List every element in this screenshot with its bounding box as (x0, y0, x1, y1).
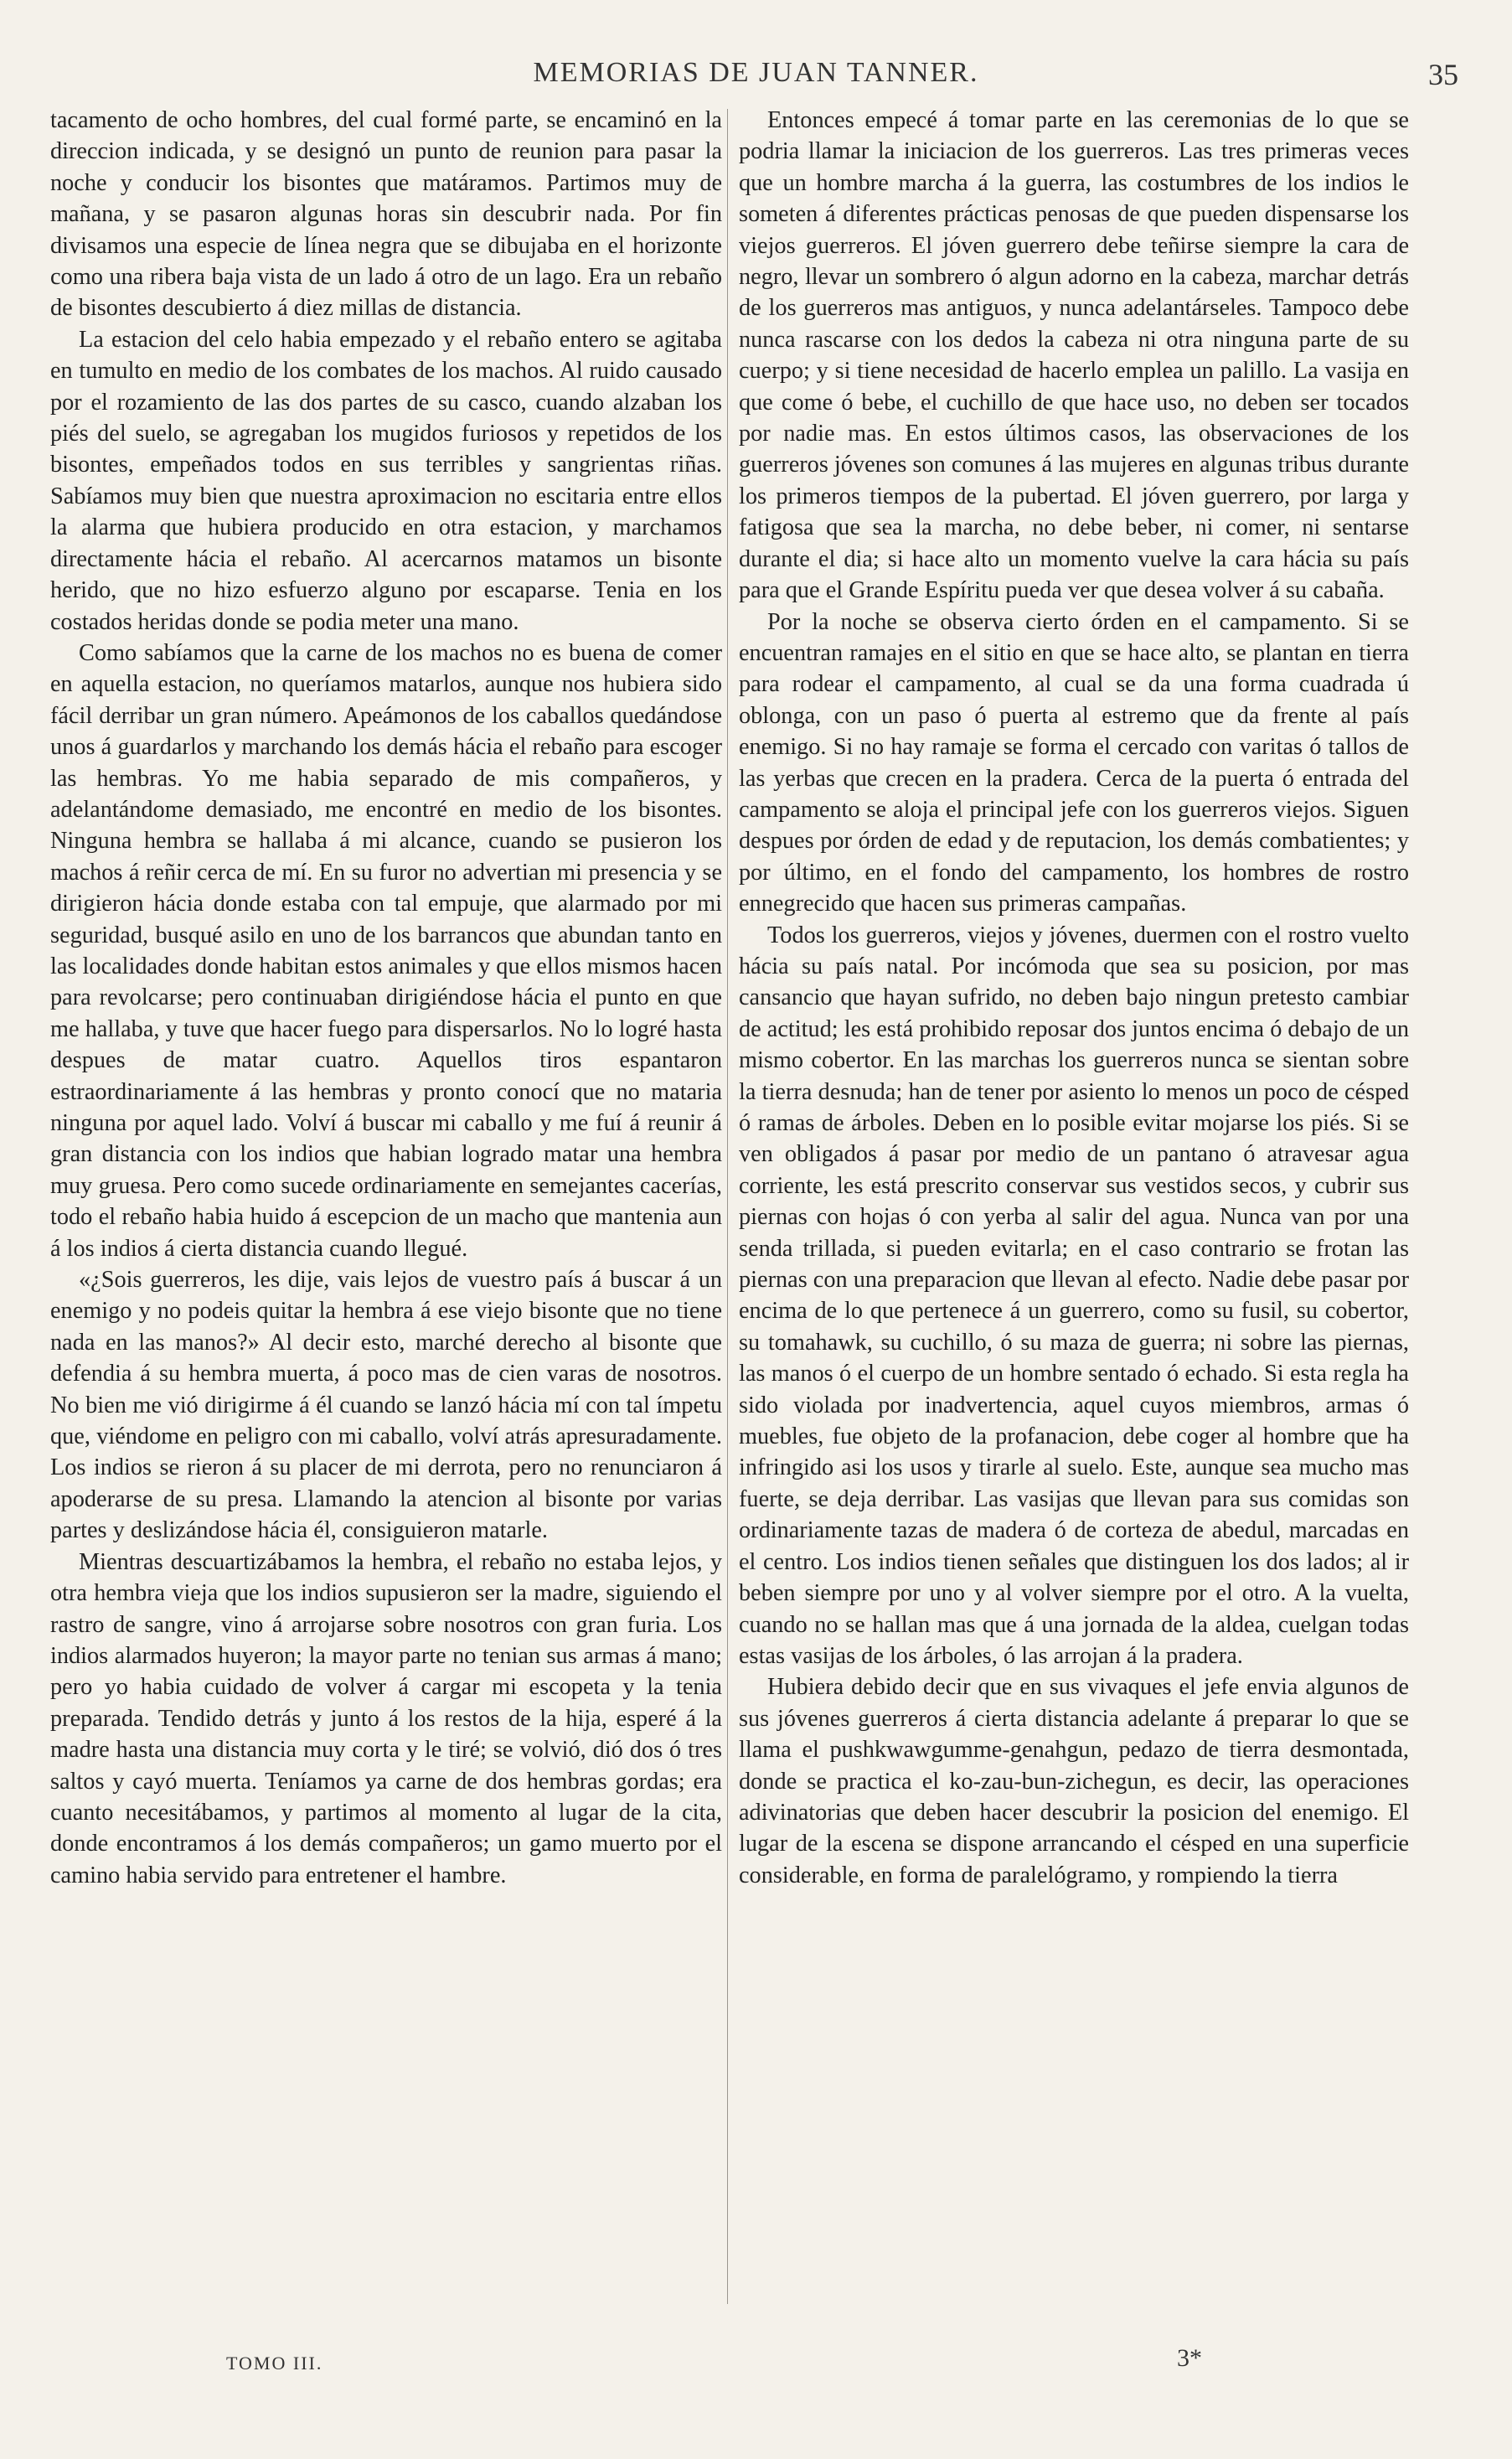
signature-mark: 3* (1177, 2344, 1202, 2372)
paragraph: Como sabíamos que la carne de los machos no es buena de comer en aquella estacion, no queríamos matarlos, aunque nos hubiera sido fácil derribar un gran número. Apeámonos de los caballos quedándose unos á guardarlos y marchando los demás hácia el rebaño para escoger las hembras. Yo me habia separado de mis compañeros, y adelantándome demasiado, me encontré en medio de los bisontes. Ninguna hembra se hallaba á mi alcance, cuando se pusieron los machos á reñir cerca de mí. En su furor no advertian mi presencia y se dirigieron hácia donde estaba con tal empuje, que alarmado por mi seguridad, busqué asilo en uno de los barrancos que abundan tanto en las localidades donde habitan estos animales y que ellos mismos hacen para revolcarse; pero continuaban dirigiéndose hácia el punto en que me hallaba, y tuve que hacer fuego para dispersarlos. No lo logré hasta despues de matar cuatro. Aquellos tiros espantaron estraordinariamente á las hembras y pronto conocí que no mataria ninguna por aquel lado. Volví á buscar mi caballo y me fuí á reunir á gran distancia con los indios que habian logrado matar una hembra muy gruesa. Pero como sucede ordinariamente en semejantes cacerías, todo el rebaño habia huido á escepcion de un macho que mantenia aun á los indios á cierta distancia cuando llegué. (50, 639, 722, 1262)
paragraph: Por la noche se observa cierto órden en el campamento. Si se encuentran ramajes en el sitio en que se hace alto, se plantan en tierra para rodear el campamento, al cual se da una forma cuadrada ú oblonga, con un paso ó puerta al estremo que da frente al país enemigo. Si no hay ramaje se forma el cercado con varitas ó tallos de las yerbas que crecen en la pradera. Cerca de la puerta ó entrada del campamento se aloja el principal jefe con los guerreros viejos. Siguen despues por órden de edad y de reputacion, los demás combatientes; y por último, en el fondo del campamento, los hombres de rostro ennegrecido que hacen sus primeras campañas. (739, 608, 1409, 917)
paragraph: Hubiera debido decir que en sus vivaques el jefe envia algunos de sus jóvenes guerreros á cierta distancia adelante á preparar lo que se llama el pushkwawgumme-genahgun, pedazo de tierra desmontada, donde se practica el ko-zau-bun-zichegun, es decir, las operaciones adivinatorias que deben hacer descubrir la posicion del enemigo. El lugar de la escena se dispone arrancando el césped en una superficie considerable, en forma de paralelógramo, y rompiendo la tierra (739, 1674, 1409, 1888)
paragraph: La estacion del celo habia empezado y el rebaño entero se agitaba en tumulto en medio de los combates de los machos. Al ruido causado por el rozamiento de las dos partes de su casco, cuando alzaban los piés del suelo, se agregaban los mugidos furiosos y repetidos de los bisontes, empeñados todos en sus terribles y sangrientas riñas. Sabíamos muy bien que nuestra aproximacion no escitaria entre ellos la alarma que hubiera producido en otra estacion, y marchamos directamente hácia el rebaño. Al acercarnos matamos un bisonte herido, que no hizo esfuerzo alguno por escaparse. Tenia en los costados heridas donde se podia meter una mano. (50, 326, 722, 635)
page-number: 35 (1428, 58, 1458, 91)
right-column (739, 105, 1409, 2317)
paragraph: Entonces empecé á tomar parte en las ceremonias de lo que se podria llamar la iniciacion de los guerreros. Las tres primeras veces que un hombre marcha á la guerra, las costumbres de los indios le someten á diferentes prácticas penosas de que pueden dispensarse los viejos guerreros. El jóven guerrero debe teñirse siempre la cara de negro, llevar un sombrero ó algun adorno en la cabeza, marchar detrás de los guerreros mas antiguos, y nunca adelantárseles. Tampoco debe nunca rascarse con los dedos la cabeza ni otra ninguna parte de su cuerpo; y si tiene necesidad de hacerlo emplea un palillo. La vasija en que come ó bebe, el cuchillo de que hace uso, no deben ser tocados por nadie mas. En estos últimos casos, las observaciones de los guerreros jóvenes son comunes á las mujeres en algunas tribus durante los primeros tiempos de la pubertad. El jóven guerrero, por larga y fatigosa que sea la marcha, no debe beber, ni comer, ni sentarse durante el dia; si hace alto un momento vuelve la cara hácia su país para que el Grande Espíritu pueda ver que desea volver á su cabaña. (739, 107, 1409, 604)
paragraph: Mientras descuartizábamos la hembra, el rebaño no estaba lejos, y otra hembra vieja que los indios supusieron ser la madre, siguiendo el rastro de sangre, vino á arrojarse sobre nosotros con gran furia. Los indios alarmados huyeron; la mayor parte no tenian sus armas á mano; pero yo habia cuidado de volver á cargar mi escopeta y la tenia preparada. Tendido detrás y junto á los restos de la hija, esperé á la madre hasta una distancia muy corta y le tiré; se volvió, dió dos ó tres saltos y cayó muerta. Teníamos ya carne de dos hembras gordas; era cuanto necesitábamos, y partimos al momento al lugar de la cita, donde encontramos á los demás compañeros; un gamo muerto por el camino habia servido para entretener el hambre. (50, 1548, 722, 1888)
paragraph: «¿Sois guerreros, les dije, vais lejos de vuestro país á buscar á un enemigo y no podeis quitar la hembra á ese viejo bisonte que no tiene nada en las manos?» Al decir esto, marché derecho al bisonte que defendia á su hembra muerta, á poco mas de cien varas de nosotros. No bien me vió dirigirme á él cuando se lanzó hácia mí con tal ímpetu que, viéndome en peligro con mi caballo, volví atrás apresuradamente. Los indios se rieron á su placer de mi derrota, pero no renunciaron á apoderarse de su presa. Llamando la atencion al bisonte por varias partes y deslizándose hácia él, consiguieron matarle. (50, 1267, 722, 1544)
column-divider (727, 109, 728, 2304)
paragraph: tacamento de ocho hombres, del cual formé parte, se encaminó en la direccion indicada, y se designó un punto de reunion para pasar la noche y conducir los bisontes que matáramos. Partimos muy de mañana, y se pasaron algunas horas sin descubrir nada. Por fin divisamos una especie de línea negra que se dibujaba en el horizonte como una ribera baja vista de un lado á otro de un lago. Era un rebaño de bisontes descubierto á diez millas de distancia. (50, 107, 722, 322)
running-title: MEMORIAS DE JUAN TANNER. (533, 57, 979, 88)
left-column (50, 105, 722, 2317)
page-header (50, 57, 1462, 104)
volume-label: TOMO III. (226, 2353, 323, 2374)
paragraph: Todos los guerreros, viejos y jóvenes, duermen con el rostro vuelto hácia su país natal. Por incómoda que sea su posicion, por mas cansancio que hayan sufrido, no deben bajo ningun pretesto cambiar de actitud; les está prohibido reposar dos juntos encima ó debajo de un mismo cobertor. En las marchas los guerreros nunca se sientan sobre la tierra desnuda; han de tener por asiento lo menos un poco de césped ó ramas de árboles. Deben en lo posible evitar mojarse los piés. Si se ven obligados á pasar por medio de un pantano ó atravesar agua corriente, les está prescrito conservar sus vestidos secos, y cubrir sus piernas con hojas ó con yerba al salir del agua. Nunca van por una senda trillada, si pueden evitarla; en el caso contrario se frotan las piernas con una preparacion que llevan al efecto. Nadie debe pasar por encima de lo que pertenece á un guerrero, como su fusil, su cobertor, su tomahawk, su cuchillo, ó su maza de guerra; ni sobre las piernas, las manos ó el cuerpo de un hombre sentado ó echado. Si esta regla ha sido violada por inadvertencia, aquel cuyos miembros, armas ó muebles, fue objeto de la profanacion, debe coger al hombre que ha infringido asi los usos y tirarle al suelo. Este, aunque sea mucho mas fuerte, se deja derribar. Las vasijas que llevan para sus comidas son ordinariamente tazas de madera ó de corteza de abedul, marcadas en el centro. Los indios tienen señales que distinguen los dos lados; al ir beben siempre por uno y al volver siempre por el otro. A la vuelta, cuando no se hallan mas que á una jornada de la aldea, cuelgan todas estas vasijas de los árboles, ó las arrojan á la pradera. (739, 922, 1409, 1669)
